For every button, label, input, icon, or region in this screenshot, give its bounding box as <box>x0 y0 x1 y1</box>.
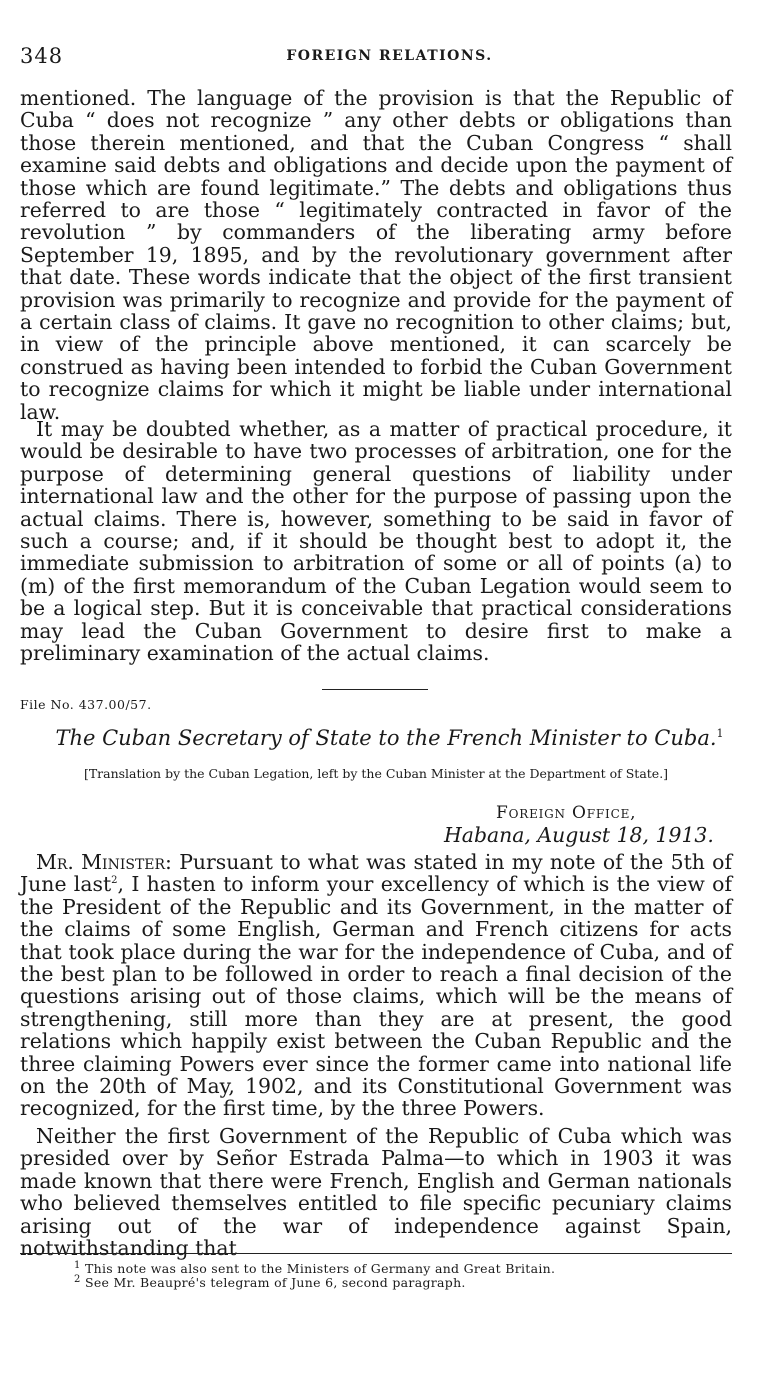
translation-note: [Translation by the Cuban Legation, left by the Cuban Minister at the Department of State.] <box>83 766 669 781</box>
office-line: Foreign Office, <box>496 803 637 823</box>
running-title: FOREIGN RELATIONS. <box>286 48 493 64</box>
salutation: Mr. Minister: <box>36 850 172 874</box>
letter-paragraph-1 <box>20 851 732 1120</box>
paragraph-arbitration: It may be doubted whether, as a matter of practical procedure, it would be desirable to have two processes of arbitration, one for the purpose of determining general questions of liability under international law and the other for the purpose of passing upon the actual claims. There is, however, something to be said in favor of such a course; and, if it should be thought best to adopt it, the immediate submission to arbitration of some or all of points (a) to (m) of the first memorandum of the Cuban Legation would seem to be a logical step. But it is conceivable that practical considerations may lead the Cuban Government to desire first to make a preliminary examination of the actual claims. <box>20 417 732 666</box>
letter-text-rest: , I hasten to inform your excellency of which is the view of the President of the Republic and its Government, in the matter of the claims of some English, German and French citizens for acts that took place during the war for the independence of Cuba, and of the best plan to be followed in order to reach a final decision of the questions arising out of those claims, which will be the means of strengthening, still more than they are at present, the good relations which happily exist between the Cuban Republic and the three claiming Powers ever since the former came into national life on the 20th of May, 1902, and its Constitutional Government was recognized, for the first time, by the three Powers. <box>20 872 733 1121</box>
section-divider <box>322 689 428 690</box>
title-footnote-marker: 1 <box>716 727 724 740</box>
letter-paragraph-2: Neither the first Government of the Republic of Cuba which was presided over by Señor Estrada Palma—to which in 1903 it was made known that there were French, English and German nationals who believed themselves entitled to file specific pecuniary claims arising out of the war of independence against Spain, notwithstanding that <box>20 1124 732 1261</box>
place-date-line: Habana, August 18, 1913. <box>444 823 714 847</box>
document-title-text: The Cuban Secretary of State to the French Minister to Cuba. <box>55 726 717 750</box>
footnote-2 <box>74 1275 734 1290</box>
file-number: File No. 437.00/57. <box>20 697 152 712</box>
footnote-1-text: This note was also sent to the Ministers of Germany and Great Britain. <box>84 1261 556 1276</box>
footnote-2-marker: 2 <box>74 1273 81 1285</box>
footnote-rule <box>20 1253 732 1254</box>
footnote-2-text: See Mr. Beaupré's telegram of June 6, second paragraph. <box>84 1275 466 1290</box>
page-number: 348 <box>20 44 64 68</box>
footnote-marker-2: 2 <box>111 875 118 887</box>
letter-text-start: Pursuant to what was stated in my note of the 5th of June last <box>20 850 732 897</box>
footnote-1 <box>74 1261 734 1276</box>
document-title <box>0 726 779 750</box>
paragraph-continued: mentioned. The language of the provision is that the Republic of Cuba “ does not recognize ” any other debts or obligations than those therein mentioned, and that the Cuban Congress “ shall examine said debts and obligations and decide upon the payment of those which are found legitimate.” The debts and obligations thus referred to are those “ legitimately contracted in favor of the revolution ” by commanders of the liberating army before September 19, 1895, and by the revolutionary government after that date. These words indicate that the object of the first transient provision was primarily to recognize and provide for the payment of a certain class of claims. It gave no recognition to other claims; but, in view of the principle above mentioned, it can scarcely be construed as having been intended to forbid the Cuban Government to recognize claims for which it might be liable under international law. <box>20 86 732 424</box>
footnote-1-marker: 1 <box>74 1259 81 1271</box>
